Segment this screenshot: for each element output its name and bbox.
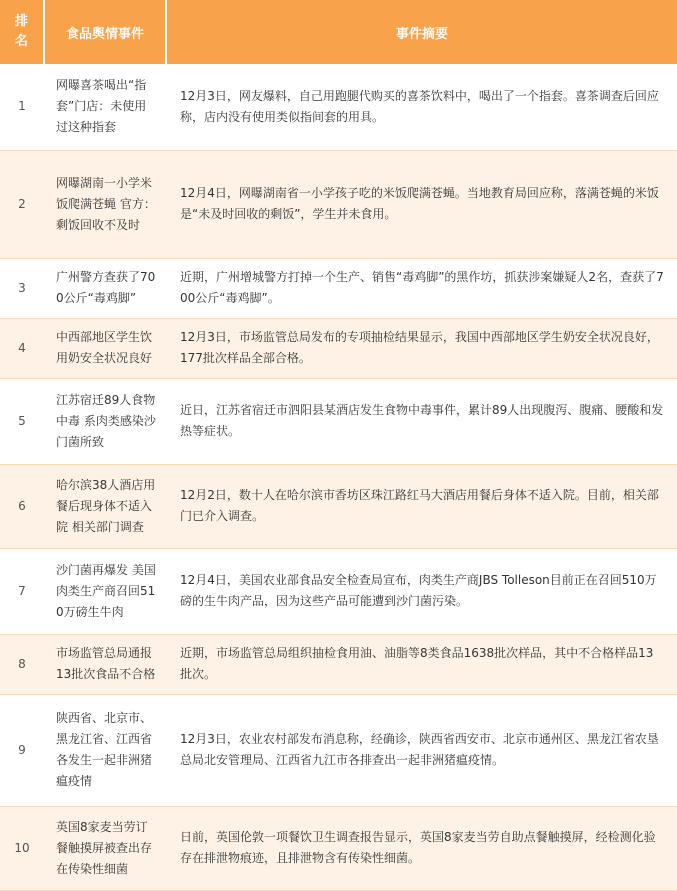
table-row [0, 634, 677, 694]
rank-cell: 4 [0, 318, 44, 378]
event-cell: 网曝湖南一小学米饭爬满苍蝇 官方：剩饭回收不及时 [44, 150, 166, 258]
event-cell: 陕西省、北京市、黑龙江省、江西省各发生一起非洲猪瘟疫情 [44, 694, 166, 806]
table-row [0, 64, 677, 150]
event-cell: 中西部地区学生饮用奶安全状况良好 [44, 318, 166, 378]
table-row [0, 548, 677, 634]
summary-cell: 近期，市场监管总局组织抽检食用油、油脂等8类食品1638批次样品，其中不合格样品13批次。 [166, 634, 677, 694]
summary-cell: 日前，英国伦敦一项餐饮卫生调查报告显示，英国8家麦当劳自助点餐触摸屏，经检测化验存在排泄物痕迹，且排泄物含有传染性细菌。 [166, 806, 677, 890]
table-row [0, 150, 677, 258]
table-row [0, 318, 677, 378]
event-cell: 哈尔滨38人酒店用餐后现身体不适入院 相关部门调查 [44, 464, 166, 548]
table-row [0, 378, 677, 464]
summary-cell: 近日，江苏省宿迁市泗阳县某酒店发生食物中毒事件，累计89人出现腹泻、腹痛、腰酸和发热等症状。 [166, 378, 677, 464]
rank-cell: 6 [0, 464, 44, 548]
summary-cell: 12月3日，农业农村部发布消息称，经确诊，陕西省西安市、北京市通州区、黑龙江省农垦总局北安管理局、江西省九江市各排查出一起非洲猪瘟疫情。 [166, 694, 677, 806]
table-row [0, 806, 677, 890]
summary-cell: 12月4日，美国农业部食品安全检查局宣布，肉类生产商JBS Tolleson目前正在召回510万磅的生牛肉产品，因为这些产品可能遭到沙门菌污染。 [166, 548, 677, 634]
event-cell: 广州警方查获了700公斤“毒鸡脚” [44, 258, 166, 318]
summary-cell: 12月3日，市场监管总局发布的专项抽检结果显示，我国中西部地区学生奶安全状况良好，177批次样品全部合格。 [166, 318, 677, 378]
summary-cell: 12月4日，网曝湖南省一小学孩子吃的米饭爬满苍蝇。当地教育局回应称，落满苍蝇的米饭是“未及时回收的剩饭”，学生并未食用。 [166, 150, 677, 258]
rank-cell: 5 [0, 378, 44, 464]
summary-cell: 近期，广州增城警方打掉一个生产、销售“毒鸡脚”的黑作坊，抓获涉案嫌疑人2名，查获了700公斤“毒鸡脚”。 [166, 258, 677, 318]
event-cell: 江苏宿迁89人食物中毒 系肉类感染沙门菌所致 [44, 378, 166, 464]
rank-cell: 8 [0, 634, 44, 694]
table-row [0, 258, 677, 318]
rank-cell: 7 [0, 548, 44, 634]
event-column-header: 食品舆情事件 [44, 0, 166, 64]
summary-cell: 12月3日，网友爆料，自己用跑腿代购买的喜茶饮料中，喝出了一个指套。喜茶调查后回应称，店内没有使用类似指间套的用具。 [166, 64, 677, 150]
event-cell: 网曝喜茶喝出“指套”门店：未使用过这种指套 [44, 64, 166, 150]
table-row [0, 694, 677, 806]
rank-cell: 3 [0, 258, 44, 318]
rank-cell: 2 [0, 150, 44, 258]
summary-column-header: 事件摘要 [166, 0, 677, 64]
event-cell: 市场监管总局通报13批次食品不合格 [44, 634, 166, 694]
rank-column-header: 排 名 [0, 0, 44, 64]
table-row [0, 464, 677, 548]
event-cell: 英国8家麦当劳订餐触摸屏被查出存在传染性细菌 [44, 806, 166, 890]
rank-cell: 10 [0, 806, 44, 890]
event-cell: 沙门菌再爆发 美国肉类生产商召回510万磅生牛肉 [44, 548, 166, 634]
rank-cell: 9 [0, 694, 44, 806]
rank-cell: 1 [0, 64, 44, 150]
table-header-row [0, 0, 677, 64]
summary-cell: 12月2日，数十人在哈尔滨市香坊区珠江路红马大酒店用餐后身体不适入院。目前，相关部门已介入调查。 [166, 464, 677, 548]
